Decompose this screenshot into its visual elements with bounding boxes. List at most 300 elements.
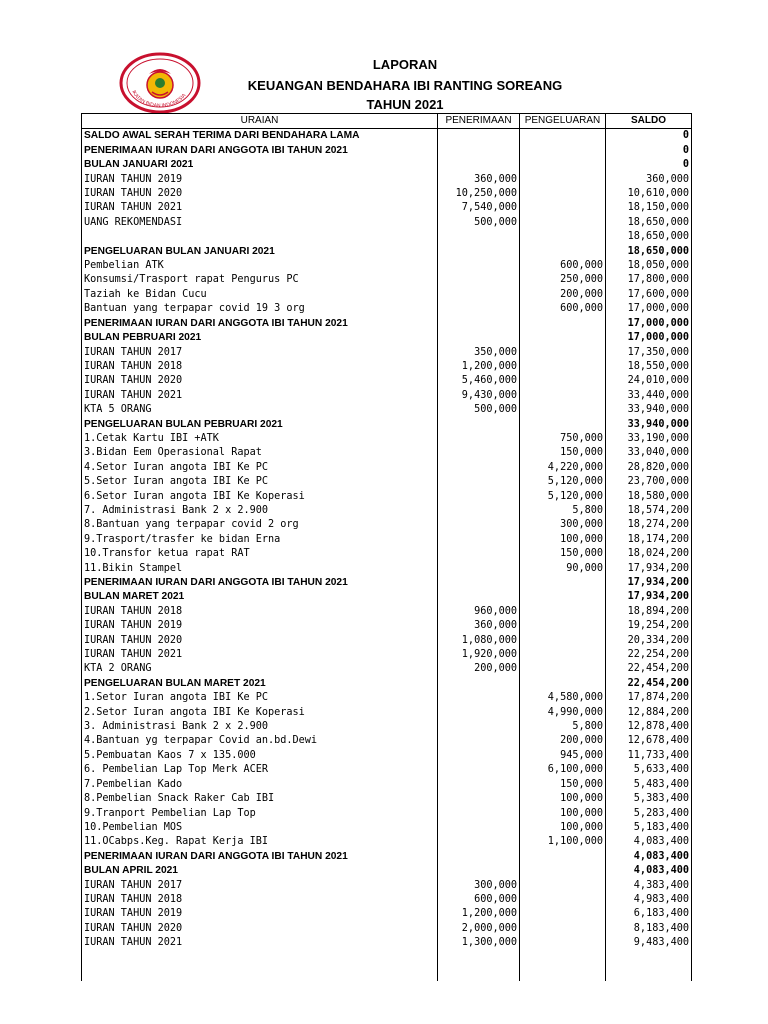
table-row [82, 475, 692, 489]
row-uraian: 11.Bikin Stampel [82, 562, 438, 576]
row-penerimaan [438, 562, 520, 576]
row-pengeluaran: 4,220,000 [520, 461, 606, 475]
row-pengeluaran [520, 850, 606, 864]
row-uraian: KTA 2 ORANG [82, 662, 438, 676]
row-saldo: 17,934,200 [606, 562, 692, 576]
table-row [82, 432, 692, 446]
row-saldo: 17,800,000 [606, 273, 692, 287]
row-uraian: IURAN TAHUN 2020 [82, 374, 438, 388]
row-penerimaan: 10,250,000 [438, 187, 520, 201]
table-row [82, 648, 692, 662]
table-row [82, 936, 692, 950]
empty-cell [606, 951, 692, 981]
row-pengeluaran [520, 331, 606, 345]
table-row [82, 144, 692, 158]
row-penerimaan [438, 432, 520, 446]
row-saldo: 33,040,000 [606, 446, 692, 460]
row-penerimaan [438, 576, 520, 590]
row-pengeluaran: 4,580,000 [520, 691, 606, 705]
row-penerimaan: 360,000 [438, 619, 520, 633]
row-penerimaan: 350,000 [438, 346, 520, 360]
row-saldo: 17,934,200 [606, 576, 692, 590]
empty-cell [438, 951, 520, 981]
row-uraian: 5.Setor Iuran angota IBI Ke PC [82, 475, 438, 489]
table-row [82, 662, 692, 676]
row-uraian: 7.Pembelian Kado [82, 778, 438, 792]
row-saldo: 4,083,400 [606, 850, 692, 864]
table-row [82, 922, 692, 936]
row-penerimaan [438, 720, 520, 734]
table-row [82, 864, 692, 878]
row-saldo: 33,440,000 [606, 389, 692, 403]
table-row [82, 518, 692, 532]
row-penerimaan: 360,000 [438, 173, 520, 187]
row-penerimaan [438, 864, 520, 878]
finance-table [81, 113, 692, 981]
row-saldo: 18,650,000 [606, 216, 692, 230]
row-uraian: IURAN TAHUN 2021 [82, 648, 438, 662]
row-saldo: 5,383,400 [606, 792, 692, 806]
table-row [82, 374, 692, 388]
row-pengeluaran: 945,000 [520, 749, 606, 763]
table-row [82, 677, 692, 691]
row-pengeluaran [520, 662, 606, 676]
row-saldo: 5,483,400 [606, 778, 692, 792]
row-uraian: 2.Setor Iuran angota IBI Ke Koperasi [82, 706, 438, 720]
row-uraian: 3.Bidan Eem Operasional Rapat [82, 446, 438, 460]
row-uraian: IURAN TAHUN 2021 [82, 201, 438, 215]
row-uraian: 9.Trasport/trasfer ke bidan Erna [82, 533, 438, 547]
row-uraian: IURAN TAHUN 2019 [82, 907, 438, 921]
row-saldo: 33,940,000 [606, 403, 692, 417]
row-pengeluaran: 100,000 [520, 807, 606, 821]
table-row [82, 302, 692, 316]
row-pengeluaran [520, 619, 606, 633]
table-row [82, 778, 692, 792]
table-row [82, 763, 692, 777]
row-penerimaan [438, 792, 520, 806]
row-pengeluaran: 200,000 [520, 734, 606, 748]
table-row [82, 331, 692, 345]
report-title: LAPORAN [372, 57, 438, 72]
table-filler-row [82, 951, 692, 981]
row-penerimaan [438, 144, 520, 158]
table-row [82, 490, 692, 504]
table-row [82, 807, 692, 821]
table-row [82, 216, 692, 230]
row-penerimaan [438, 418, 520, 432]
table-row [82, 605, 692, 619]
row-saldo: 33,190,000 [606, 432, 692, 446]
row-penerimaan [438, 821, 520, 835]
empty-cell [520, 951, 606, 981]
row-saldo: 10,610,000 [606, 187, 692, 201]
table-body [82, 129, 692, 981]
row-uraian: 9.Tranport Pembelian Lap Top [82, 807, 438, 821]
col-saldo: SALDO [606, 114, 692, 129]
row-saldo: 11,733,400 [606, 749, 692, 763]
row-saldo: 4,383,400 [606, 879, 692, 893]
row-penerimaan [438, 158, 520, 172]
row-penerimaan [438, 504, 520, 518]
row-penerimaan [438, 763, 520, 777]
table-row [82, 346, 692, 360]
row-pengeluaran [520, 360, 606, 374]
row-pengeluaran [520, 403, 606, 417]
row-uraian: 8.Pembelian Snack Raker Cab IBI [82, 792, 438, 806]
row-uraian: PENERIMAAN IURAN DARI ANGGOTA IBI TAHUN 2021 [82, 144, 438, 158]
row-penerimaan: 1,920,000 [438, 648, 520, 662]
row-pengeluaran [520, 576, 606, 590]
table-row [82, 418, 692, 432]
row-saldo: 20,334,200 [606, 634, 692, 648]
row-pengeluaran [520, 936, 606, 950]
col-penerimaan: PENERIMAAN [438, 114, 520, 129]
row-uraian: PENERIMAAN IURAN DARI ANGGOTA IBI TAHUN 2021 [82, 576, 438, 590]
row-pengeluaran [520, 605, 606, 619]
table-row [82, 619, 692, 633]
row-pengeluaran: 1,100,000 [520, 835, 606, 849]
row-uraian: 10.Pembelian MOS [82, 821, 438, 835]
row-penerimaan [438, 461, 520, 475]
row-pengeluaran [520, 374, 606, 388]
row-penerimaan: 960,000 [438, 605, 520, 619]
report-subtitle: KEUANGAN BENDAHARA IBI RANTING SOREANG [247, 78, 563, 93]
row-penerimaan [438, 230, 520, 244]
row-saldo: 17,000,000 [606, 317, 692, 331]
row-uraian: IURAN TAHUN 2018 [82, 893, 438, 907]
row-pengeluaran [520, 346, 606, 360]
row-pengeluaran: 4,990,000 [520, 706, 606, 720]
row-pengeluaran: 150,000 [520, 778, 606, 792]
row-uraian: 1.Cetak Kartu IBI +ATK [82, 432, 438, 446]
row-pengeluaran [520, 389, 606, 403]
table-row [82, 446, 692, 460]
row-saldo: 24,010,000 [606, 374, 692, 388]
row-pengeluaran: 150,000 [520, 446, 606, 460]
row-pengeluaran: 150,000 [520, 547, 606, 561]
row-pengeluaran [520, 173, 606, 187]
row-uraian: 7. Administrasi Bank 2 x 2.900 [82, 504, 438, 518]
table-row [82, 288, 692, 302]
col-uraian: URAIAN [82, 114, 438, 129]
table-row [82, 734, 692, 748]
row-saldo: 22,454,200 [606, 677, 692, 691]
row-saldo: 4,083,400 [606, 835, 692, 849]
svg-text:IKATAN BIDAN INDONESIA: IKATAN BIDAN INDONESIA [130, 89, 188, 110]
row-uraian [82, 230, 438, 244]
row-penerimaan [438, 835, 520, 849]
table-row [82, 259, 692, 273]
row-pengeluaran [520, 648, 606, 662]
row-saldo: 18,650,000 [606, 245, 692, 259]
row-uraian: Taziah ke Bidan Cucu [82, 288, 438, 302]
row-penerimaan [438, 273, 520, 287]
row-penerimaan [438, 850, 520, 864]
table-row [82, 821, 692, 835]
row-pengeluaran: 300,000 [520, 518, 606, 532]
row-saldo: 0 [606, 144, 692, 158]
row-saldo: 23,700,000 [606, 475, 692, 489]
table-row [82, 792, 692, 806]
row-uraian: 8.Bantuan yang terpapar covid 2 org [82, 518, 438, 532]
row-pengeluaran [520, 418, 606, 432]
row-pengeluaran [520, 158, 606, 172]
table-row [82, 706, 692, 720]
row-uraian: IURAN TAHUN 2017 [82, 879, 438, 893]
row-saldo: 18,024,200 [606, 547, 692, 561]
row-uraian: IURAN TAHUN 2021 [82, 936, 438, 950]
row-pengeluaran [520, 590, 606, 604]
row-saldo: 5,633,400 [606, 763, 692, 777]
row-saldo: 9,483,400 [606, 936, 692, 950]
row-uraian: PENERIMAAN IURAN DARI ANGGOTA IBI TAHUN 2021 [82, 850, 438, 864]
row-penerimaan: 300,000 [438, 879, 520, 893]
row-uraian: 4.Bantuan yg terpapar Covid an.bd.Dewi [82, 734, 438, 748]
row-penerimaan [438, 677, 520, 691]
row-saldo: 5,283,400 [606, 807, 692, 821]
row-pengeluaran [520, 634, 606, 648]
row-penerimaan [438, 547, 520, 561]
row-penerimaan: 1,200,000 [438, 907, 520, 921]
table-row [82, 245, 692, 259]
ibi-logo [119, 52, 201, 114]
row-saldo: 0 [606, 129, 692, 144]
row-pengeluaran [520, 129, 606, 144]
table-row [82, 504, 692, 518]
row-uraian: IURAN TAHUN 2020 [82, 922, 438, 936]
table-row [82, 461, 692, 475]
row-pengeluaran: 600,000 [520, 302, 606, 316]
table-row [82, 893, 692, 907]
row-saldo: 17,874,200 [606, 691, 692, 705]
row-saldo: 8,183,400 [606, 922, 692, 936]
row-uraian: IURAN TAHUN 2018 [82, 360, 438, 374]
row-saldo: 4,983,400 [606, 893, 692, 907]
row-pengeluaran [520, 245, 606, 259]
row-uraian: IURAN TAHUN 2021 [82, 389, 438, 403]
table-row [82, 273, 692, 287]
row-pengeluaran [520, 187, 606, 201]
row-saldo: 18,274,200 [606, 518, 692, 532]
report-year: TAHUN 2021 [366, 97, 444, 112]
row-saldo: 17,000,000 [606, 331, 692, 345]
row-saldo: 33,940,000 [606, 418, 692, 432]
table-header-row [82, 114, 692, 129]
table-row [82, 317, 692, 331]
row-penerimaan: 600,000 [438, 893, 520, 907]
row-saldo: 17,000,000 [606, 302, 692, 316]
row-pengeluaran [520, 216, 606, 230]
row-penerimaan [438, 778, 520, 792]
row-saldo: 18,650,000 [606, 230, 692, 244]
row-uraian: 1.Setor Iuran angota IBI Ke PC [82, 691, 438, 705]
row-saldo: 12,878,400 [606, 720, 692, 734]
row-penerimaan: 2,000,000 [438, 922, 520, 936]
row-penerimaan [438, 807, 520, 821]
row-pengeluaran [520, 201, 606, 215]
table-row [82, 879, 692, 893]
row-pengeluaran [520, 230, 606, 244]
row-pengeluaran: 250,000 [520, 273, 606, 287]
row-uraian: IURAN TAHUN 2017 [82, 346, 438, 360]
empty-cell [82, 951, 438, 981]
row-pengeluaran [520, 879, 606, 893]
table-row [82, 158, 692, 172]
row-uraian: BULAN MARET 2021 [82, 590, 438, 604]
row-uraian: IURAN TAHUN 2020 [82, 187, 438, 201]
row-saldo: 18,174,200 [606, 533, 692, 547]
row-saldo: 18,550,000 [606, 360, 692, 374]
row-uraian: IURAN TAHUN 2019 [82, 619, 438, 633]
row-saldo: 22,254,200 [606, 648, 692, 662]
row-uraian: 10.Transfor ketua rapat RAT [82, 547, 438, 561]
row-uraian: 6. Pembelian Lap Top Merk ACER [82, 763, 438, 777]
row-saldo: 12,884,200 [606, 706, 692, 720]
row-saldo: 6,183,400 [606, 907, 692, 921]
row-penerimaan: 5,460,000 [438, 374, 520, 388]
row-penerimaan [438, 302, 520, 316]
row-saldo: 0 [606, 158, 692, 172]
row-saldo: 18,580,000 [606, 490, 692, 504]
row-uraian: PENGELUARAN BULAN PEBRUARI 2021 [82, 418, 438, 432]
table-row [82, 634, 692, 648]
row-uraian: 11.OCabps.Keg. Rapat Kerja IBI [82, 835, 438, 849]
row-pengeluaran: 100,000 [520, 821, 606, 835]
row-saldo: 18,894,200 [606, 605, 692, 619]
row-uraian: PENGELUARAN BULAN JANUARI 2021 [82, 245, 438, 259]
row-uraian: PENERIMAAN IURAN DARI ANGGOTA IBI TAHUN 2021 [82, 317, 438, 331]
row-penerimaan [438, 129, 520, 144]
row-pengeluaran: 5,800 [520, 504, 606, 518]
row-penerimaan [438, 533, 520, 547]
row-pengeluaran: 6,100,000 [520, 763, 606, 777]
row-pengeluaran [520, 922, 606, 936]
row-uraian: 3. Administrasi Bank 2 x 2.900 [82, 720, 438, 734]
row-pengeluaran [520, 907, 606, 921]
row-penerimaan [438, 288, 520, 302]
row-penerimaan [438, 475, 520, 489]
table-row [82, 173, 692, 187]
row-pengeluaran: 5,120,000 [520, 475, 606, 489]
row-penerimaan: 9,430,000 [438, 389, 520, 403]
row-penerimaan [438, 446, 520, 460]
row-uraian: SALDO AWAL SERAH TERIMA DARI BENDAHARA LAMA [82, 129, 438, 144]
row-saldo: 5,183,400 [606, 821, 692, 835]
table-row [82, 835, 692, 849]
row-pengeluaran: 90,000 [520, 562, 606, 576]
row-uraian: IURAN TAHUN 2019 [82, 173, 438, 187]
row-penerimaan [438, 749, 520, 763]
table-row [82, 590, 692, 604]
row-uraian: Pembelian ATK [82, 259, 438, 273]
row-penerimaan [438, 518, 520, 532]
row-penerimaan [438, 706, 520, 720]
table-row [82, 187, 692, 201]
row-penerimaan [438, 259, 520, 273]
row-uraian: BULAN PEBRUARI 2021 [82, 331, 438, 345]
row-pengeluaran: 5,800 [520, 720, 606, 734]
row-penerimaan [438, 317, 520, 331]
row-uraian: IURAN TAHUN 2020 [82, 634, 438, 648]
row-pengeluaran [520, 144, 606, 158]
row-penerimaan [438, 245, 520, 259]
row-penerimaan: 200,000 [438, 662, 520, 676]
row-saldo: 18,150,000 [606, 201, 692, 215]
row-uraian: BULAN JANUARI 2021 [82, 158, 438, 172]
row-uraian: KTA 5 ORANG [82, 403, 438, 417]
row-penerimaan: 1,300,000 [438, 936, 520, 950]
table-row [82, 360, 692, 374]
row-pengeluaran: 750,000 [520, 432, 606, 446]
row-saldo: 17,600,000 [606, 288, 692, 302]
row-uraian: PENGELUARAN BULAN MARET 2021 [82, 677, 438, 691]
row-penerimaan [438, 490, 520, 504]
row-penerimaan [438, 331, 520, 345]
row-penerimaan [438, 734, 520, 748]
row-saldo: 19,254,200 [606, 619, 692, 633]
row-saldo: 17,350,000 [606, 346, 692, 360]
row-pengeluaran [520, 893, 606, 907]
table-row [82, 533, 692, 547]
row-pengeluaran [520, 864, 606, 878]
row-pengeluaran: 5,120,000 [520, 490, 606, 504]
row-saldo: 28,820,000 [606, 461, 692, 475]
row-saldo: 4,083,400 [606, 864, 692, 878]
table-row [82, 403, 692, 417]
row-pengeluaran: 100,000 [520, 533, 606, 547]
table-row [82, 907, 692, 921]
row-saldo: 12,678,400 [606, 734, 692, 748]
table-row [82, 850, 692, 864]
table-row [82, 720, 692, 734]
row-saldo: 22,454,200 [606, 662, 692, 676]
row-penerimaan: 1,200,000 [438, 360, 520, 374]
row-saldo: 18,050,000 [606, 259, 692, 273]
table-row [82, 691, 692, 705]
row-saldo: 17,934,200 [606, 590, 692, 604]
row-penerimaan: 500,000 [438, 216, 520, 230]
row-penerimaan [438, 590, 520, 604]
row-penerimaan: 500,000 [438, 403, 520, 417]
row-saldo: 18,574,200 [606, 504, 692, 518]
table-row [82, 230, 692, 244]
row-penerimaan: 1,080,000 [438, 634, 520, 648]
row-uraian: BULAN APRIL 2021 [82, 864, 438, 878]
row-uraian: IURAN TAHUN 2018 [82, 605, 438, 619]
row-penerimaan [438, 691, 520, 705]
row-penerimaan: 7,540,000 [438, 201, 520, 215]
row-saldo: 360,000 [606, 173, 692, 187]
row-pengeluaran: 100,000 [520, 792, 606, 806]
row-pengeluaran: 600,000 [520, 259, 606, 273]
table-row [82, 389, 692, 403]
row-pengeluaran [520, 317, 606, 331]
table-row [82, 749, 692, 763]
row-uraian: 6.Setor Iuran angota IBI Ke Koperasi [82, 490, 438, 504]
row-uraian: Bantuan yang terpapar covid 19 3 org [82, 302, 438, 316]
table-row [82, 129, 692, 144]
row-uraian: UANG REKOMENDASI [82, 216, 438, 230]
row-uraian: 5.Pembuatan Kaos 7 x 135.000 [82, 749, 438, 763]
row-pengeluaran [520, 677, 606, 691]
col-pengeluaran: PENGELUARAN [520, 114, 606, 129]
row-pengeluaran: 200,000 [520, 288, 606, 302]
row-uraian: 4.Setor Iuran angota IBI Ke PC [82, 461, 438, 475]
table-row [82, 547, 692, 561]
row-uraian: Konsumsi/Trasport rapat Pengurus PC [82, 273, 438, 287]
table-row [82, 576, 692, 590]
